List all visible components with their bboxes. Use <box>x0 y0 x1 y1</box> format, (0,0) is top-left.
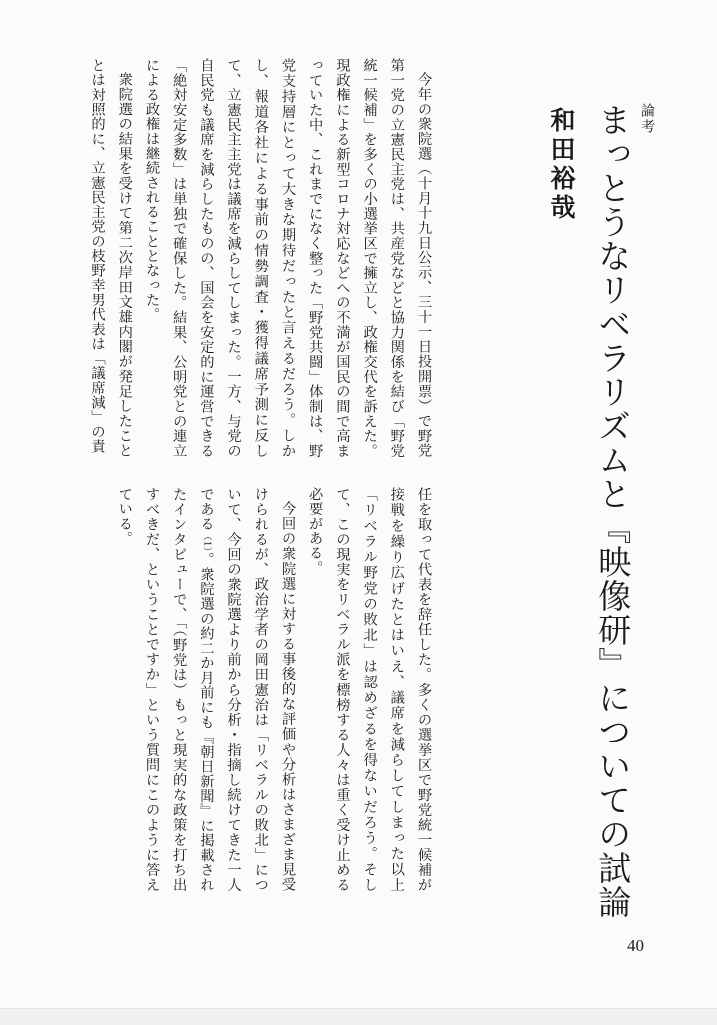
page-bottom-edge <box>0 1008 717 1025</box>
paragraph-text: 今回の衆院選に対する事後的な評価や分析はさまざま見受けられるが、政治学者の岡田憲治は「リベラルの敗北」について、今回の衆院選より前から分析・指摘し続けてきた一人である <box>198 487 296 892</box>
paragraph-text: 。衆院選の約二か月前にも『朝日新聞』に掲載されたインタビューで、「（野党は）もっと現実的な政策を打ち出すべきだ、ということですか」という質問にこのように答えている。 <box>116 487 215 892</box>
body-text-lower <box>116 487 437 892</box>
author-name: 和田裕哉 <box>547 107 576 223</box>
article-title: まっとうなリベラリズムと『映像研』についての試論 <box>593 103 633 919</box>
genre-label: 論考 <box>639 103 655 135</box>
paragraph: 衆院選の結果を受けて第二次岸田文雄内閣が発足したこととは対照的に、立憲民主党の枝野幸男代表は「議席減」の責 <box>89 58 133 458</box>
page-number: 40 <box>627 936 644 955</box>
paragraph: 任を取って代表を辞任した。多くの選挙区で野党統一候補が接戦を繰り広げたとはいえ、議席を減らしてしまった以上「リベラル野党の敗北」は認めざるを得ないだろう。そして、この現実をリベラル派を標榜する人々は重く受け止める必要がある。 <box>307 487 432 892</box>
paragraph: 今年の衆院選（十月十九日公示、三十一日投開票）で野党第一党の立憲民主党は、共産党などと協力関係を結び「野党統一候補」を多くの小選挙区で擁立し、政権交代を訴えた。現政権による新型コロナ対応などへの不満が国民の間で高まっていた中、これまでになく整った「野党共闘」体制は、野党支持層にとって大きな期待だったと言えるだろう。しかし、報道各社による事前の情勢調査・獲得議席予測に反して、立憲民主主党は議席を減らしてしまった。一方、与党の自民党も議席を減らしたものの、国会を安定的に運営できる「絶対安定多数」は単独で確保した。結果、公明党との連立による政権は継続されることとなった。 <box>143 58 432 458</box>
footnote-marker[interactable]: （1） <box>201 531 212 553</box>
body-text-upper <box>72 58 437 458</box>
paragraph <box>111 487 301 892</box>
